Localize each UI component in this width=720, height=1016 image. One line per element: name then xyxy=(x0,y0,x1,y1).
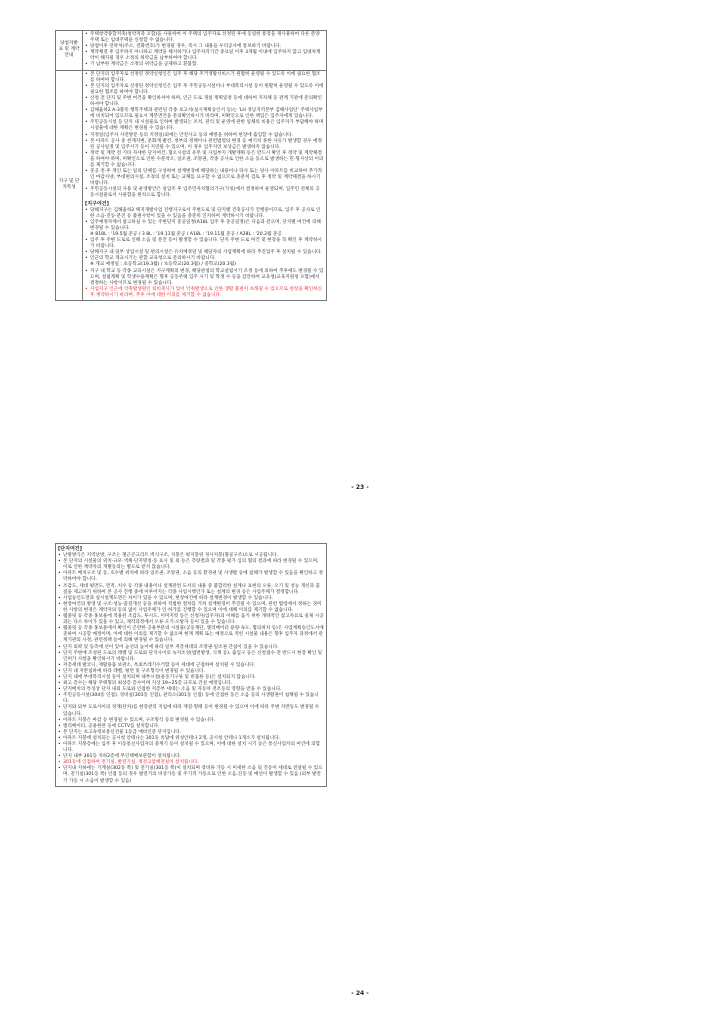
complex-heading: [단지여건] xyxy=(58,546,82,552)
list-item: • 본 단지의 입주자로 선정된 정약신청인은 입주 후 해당 주거생활서비스가 원활히 운영될 수 있도록 이에 필요한 협조를 하여야 합니다. xyxy=(85,72,324,84)
list-item: • 단지와 외부 도로사이의 경계(단차)를 현장관리 지침에 따라 재질·형태 등이 변경될 수 있으며 이에 따라 주변 지반등도 변경될 수 있습니다. xyxy=(58,705,324,717)
list-item: • 단지 내부 301동 지하2층에 무인택배보관함이 설치됩니다. xyxy=(58,754,324,760)
list-item: • 난방방식은 지역난방, 구조는 철근콘크리트 벽식구조, 지붕은 평지붕위 경사지붕(철골구조)으로 시공됩니다. xyxy=(58,553,324,559)
warning-item: • 사업지구 인근에 악취발생원인 퇴비축사가 있어 악취발생으로 인한 생활 불편이 초래될 수 있으므로 현장을 확인하신 후 계약하시기 바라며, 추후 이에 대한 이의를 제기할 수 없습니다. xyxy=(85,287,324,299)
list-item: • 단지내 지하에는 기계실(302동 쪽) 및 전기실(301동 쪽)이 설치되며 장비류 가동 시 미세한 소음 및 진동이 세대로 전달될 수 있으며, 전기실(301동 쪽) 인접 동의 경우 발전기의 비상가동 및 주기적 가동으로 인한 소음,진동 및 매연이 발생할 수 있음 (외부 발전기 가동 시 소음이 발생할 수 있음) xyxy=(58,766,324,784)
page-number: - 23 - xyxy=(351,484,369,491)
notice-table-2 xyxy=(55,543,327,787)
list-item: • 단지배치의 특성상 단지 내외 도로와 인접한 저층부 세대는 소음 및 자동차 전조등의 영향을 받을 수 있습니다. xyxy=(58,687,324,693)
page-23 xyxy=(55,30,327,301)
region-heading: [지구여건] xyxy=(85,200,109,207)
list-item: • 지구 내 학교 등 각종 교육시설은 지구계획의 변경, 해당관청의 학교설립시기 조정 등에 의하여 추후에도 변경될 수 있으며, 설립계획 및 학생수용계획은 향후 공동주택 입주 시기 및 학생 수 등을 감안하여 교육청(교육지원청 포함)에서 결정하는 사항이므로 변경될 수 있습니다. xyxy=(85,269,324,287)
list-item: • 본 아파트 공사 중 천재지변, 문화재 발견, 정부의 정책이나 관련법령의 변경 등 예기치 못한 사유가 발생할 경우 예정된 공사일정 및 입주시기 등이 지연될 수 있으며, 이 경우 입주지연 보상금은 발생하지 않습니다. xyxy=(85,139,324,151)
list-item: • 본 단지는 초고속정보통신건물 1등급 예비인증 단지입니다. xyxy=(58,730,324,736)
list-item: • 주민공동시설(304동 인접), 경비실(301동 인접), 관리소(301동 인접) 등에 인접한 동은 소음 등의 사생활권이 침해될 수 있습니다. xyxy=(58,693,324,705)
list-item: • 사업승인도면과 실시설계도면은 차이가 있을 수 있으며, 현장여건에 따라 설계변경이 발생할 수 있습니다. xyxy=(58,596,324,602)
list-item: • 신청 전 단지 및 주변 여건을 확인하셔야 하며, 인근 도로 개설 계획일정 등에 대하여 지자체 등 관계 기관에 문의확인하셔야 합니다. xyxy=(85,96,324,108)
complex-conditions-content xyxy=(56,544,327,787)
list-item: • 인근의 학교 개교시기는 관할 교육청으로 문의하시기 바랍니다. xyxy=(85,256,324,262)
list-item: • 주택청약종합저축(청약저축 포함)을 사용하여 이 주택의 입주자로 선정된 후에 동일한 통장을 재사용하여 다른 분양주택 또는 임대주택을 신청할 수 없습니다. xyxy=(85,32,324,44)
notice-table-1 xyxy=(55,30,327,301)
list-item: • 김해율하2 A-3블록 행복주택과 관련된 각종 보고서(실시계획승인서 등)는 'LH 경남지역본부 김해사업단' 주택사업부에 비치되어 있으므로 필요시 계본면건을 문의확인하시기 바라며, 미확인으로 인한 책임은 입주자에게 있습니다. xyxy=(85,108,324,120)
list-item: • 주민공동시설 등 단지 내 시설물로 인하여 발생되는 조치, 관리 및 운영에 관한 일체의 비용은 입주자가 부담해야 하며 시설물에 대한 계획은 변경될 수 있습니다. xyxy=(85,120,324,132)
list-item: • 정약 및 계약 전 기타 자세한 단지여건, 혐오시설의 유무 및 사업부지 개발계획 등은 반드시 확인 후 정약 및 계약체결을 하여야 하며, 미확인으로 인한 수분착오, 일조권, 조망권, 각종 공사로 인한 소음 등으로 발생하는 민·형사상의 이의를 제기할 수 없습니다. xyxy=(85,151,324,169)
list-item: • 팸플릿 등 각종 홍보물에서 확인이 곤란한 공용부분의 시설물(공동계단, 엘리베이터 용량·속도, 협의위치 등)은 사업계획승인도서에 준하여 시공할 예정이며, 이에 대한 이의를 제기할 수 없으며 현재 계획 또는 예정으로 적힌 시설물 내용은 향후 입주자 과정에서 관계기관의 사정, 관련정책 등에 의해 변경될 수 있습니다. xyxy=(58,626,324,644)
list-item: • 조감도, 세대 평면도, 면적, 치수 등 각종 내용이나 설계관련 도서의 내용 중 불합리한 설계나 표현의 오류, 오기 및 성능 개선과 품질을 제고하기 위하여 본 공사 진행 중에 이루어지는 각종 사업시행인가 또는 설계의 변경 등은 사업주체가 결정합니다. xyxy=(58,584,324,596)
section-district-content xyxy=(83,70,327,300)
list-item: • 최고 층수는 해당 주택형의 최상층 층수이며 지상 19~25층 규모로 건설 예정입니다. xyxy=(58,681,324,687)
section-label-district: 지구 및 단지특성 xyxy=(56,70,83,300)
region-note: ※ 818L : '19.5월 준공 / 3 8L : '19.11월 준공 / A18L : '19.11월 준공 / A28L : '20.2월 준공 xyxy=(90,232,282,237)
list-item: • 준공 전·후 개인 또는 일의 단체를 구성하여 설계변경에 해당하는 내용이나 타사 또는 당사 아파트를 비교하여 추가적인 마감사양, 부대편의시설, 조경의 설치 또는 교체를 요구할 수 없으므로 충분히 검토 후 정약 및 계약체결을 하시기 바랍니다. xyxy=(85,169,324,187)
list-item: • 지정일(입주자 사전방문 등의 지정일)외에는 안전사고 등의 예방을 위하여 현장에 출입할 수 없습니다. xyxy=(85,133,324,139)
list-item: • 본 단지의 입주자로 선정된 정약신청인은 입주 후 주민공동시설이나 부대복리시설 등이 원활히 운영될 수 있도록 이에 필요한 협조를 하여야 합니다. xyxy=(85,84,324,96)
list-item: • 기 납부한 계약금은 소정의 위약금을 공제하고 환불함. xyxy=(85,62,324,68)
list-item: • 저층세대 발코니, 재활용품 보관소, 옥외쓰레기수거함 등이 세대에 근접하여 설치될 수 있습니다. xyxy=(58,663,324,669)
warning-item: • 301동에 인접하여 전기실, 발전기실, 정전고압배전실이 설치됩니다. xyxy=(58,760,324,766)
list-item: • 단지 외곽 및 동측에 선이 있어 높선의 높이에 따라 일부 저층세대의 조망권·일조권 간섭이 있을 수 있습니다. xyxy=(58,645,324,651)
list-item: • 단지 주변에 조성된 도로의 레벨 및 도로와 단지사이의 녹지조성(법면발생, 식재 등), 출입구 등은 신청접수 전 반드시 현장 확인 및 인허가 사항을 확인하시기 바랍니다. xyxy=(58,651,324,663)
list-item: • 단지 내 지반침하에 따라 레벨, 평면 및 구조형식이 변경될 수 있습니다. xyxy=(58,669,324,675)
list-item: • 당첨이후 연락처(주소, 전화번호)가 변경될 경우, 즉시 그 내용을 우리공사에 통보하기 바랍니다. xyxy=(85,44,324,50)
list-item: • 본 단지의 시설물의 위치·규모·색채·단지명칭·동 표시 및 외 등은 측량결과 및 각종 평가 심의 협의 결과에 따라 변경될 수 있으며, 이로 인한 계약자의 개별동의는 별도로 받지 않습니다. xyxy=(58,559,324,571)
list-item: • 입주예정자께서 참고하실 수 있는 주변단지 준공일정(A18L 입주 후 준공일정)은 다음과 같으며, 단지별 여건에 의해 변경될 수 있습니다. xyxy=(85,220,324,232)
list-item: • 계약체결 후 입주하지 아니하고 계약을 해지하거나 입주자격기간 중료일 이후 3개월 이내에 입주하지 않고 임대차계약이 해지될 경우 소정의 위약금을 납부하여야 합니다. xyxy=(85,50,324,62)
list-item: • 주민공동시설의 사용 및 운영방안은 실입주 후 입주민자치협의기구(가칭)에서 결정하여 운영되며, 입주민 전체의 공동시설물로서 사용함을 원칙으로 합니다. xyxy=(85,187,324,199)
list-item: • 아파트 지붕은 마감 등 변경될 수 있으며, 구조형식 등의 변경될 수 있습니다. xyxy=(58,718,324,724)
list-item: • 아파트 배치구조 및 동, 호수별 위치에 따라 일조권, 조망권, 소음 등의 환경권 및 사생활 등에 침해가 발생할 수 있음을 확인하고 정약하여야 합니다. xyxy=(58,571,324,583)
list-item: • 팸플릿 등 각종 홍보물에 적용된 조감도, 투시도, 이미지컷 등은 신청자(입주자)의 이해를 돕기 위한 개략적인 참고자료로 실제 시공과는 다소 차이가 있을 수 있고, 제작과정에서 오류·오기·오탈자 등이 있을 수 있습니다. xyxy=(58,614,324,626)
list-item: • 엘리베이터, 공용현관 등에 CCTV를 설치합니다. xyxy=(58,724,324,730)
section-label-contract: 당첨자발표 및 계약안내 xyxy=(56,31,83,71)
list-item: • 당해지구 내 일부 상업시설 및 편의시설은 유치예정일 및 해당자의 사업계획에 따라 추진업주 후 설치될 수 있습니다. xyxy=(85,250,324,256)
section-contract-content xyxy=(83,31,327,71)
list-item: • 현장여건의 방영 및 구조·성능·품질개선 등을 위하여 적법한 절차를 거쳐 설계변경이 추진될 수 있으며, 관련 법령에서 정하는 경미한 사항의 변경은 계약자의 동의 없이 사업주체가 인·허가를 진행할 수 있으며 이에 대해 이의를 제기할 수 없습니다. xyxy=(58,602,324,614)
page-number: - 24 - xyxy=(351,990,369,997)
school-note: ※ 개교 예정일 : 초등학교(19.3월) / 초등학교(20.3월) / 중학교(20.3월) xyxy=(90,262,236,268)
list-item: • 입주 후 주변 도로로 인해 소음 및 분진 등이 발생할 수 있습니다. 단지 주변 도로 여건 및 현장을 꼭 확인 후 계약하시기 바랍니다. xyxy=(85,238,324,250)
list-item: • 아파트 지붕층에는 입주 후 이동통신사업자의 중계기 등이 설치될 수 있으며, 이에 대한 설치 시기 등은 통신사업자의 여건에 의합니다. xyxy=(58,742,324,754)
page-24 xyxy=(55,543,327,787)
list-item: • 당해지구는 김해율하2 택지개발사업 진행지구로서 주변도로 및 단지별 건축공사가 진행중이므로, 입주 후 공사로 인한 소음·진동·분진 등 불편사항이 있을 수 있음을 충분히 인지하여 계약하시기 바랍니다. xyxy=(85,208,324,220)
list-item: • 단지 내에 부대복리시설 등이 설치되며 내부시설(운동기구류 및 비품류 등)은 설치되지 않습니다. xyxy=(58,675,324,681)
list-item: • 아파트 지붕에 설치되는 공시청 안테나는 301동 옥탑에 위성안테나 2개, 공시청 안테나 1개소가 설치됩니다. xyxy=(58,736,324,742)
